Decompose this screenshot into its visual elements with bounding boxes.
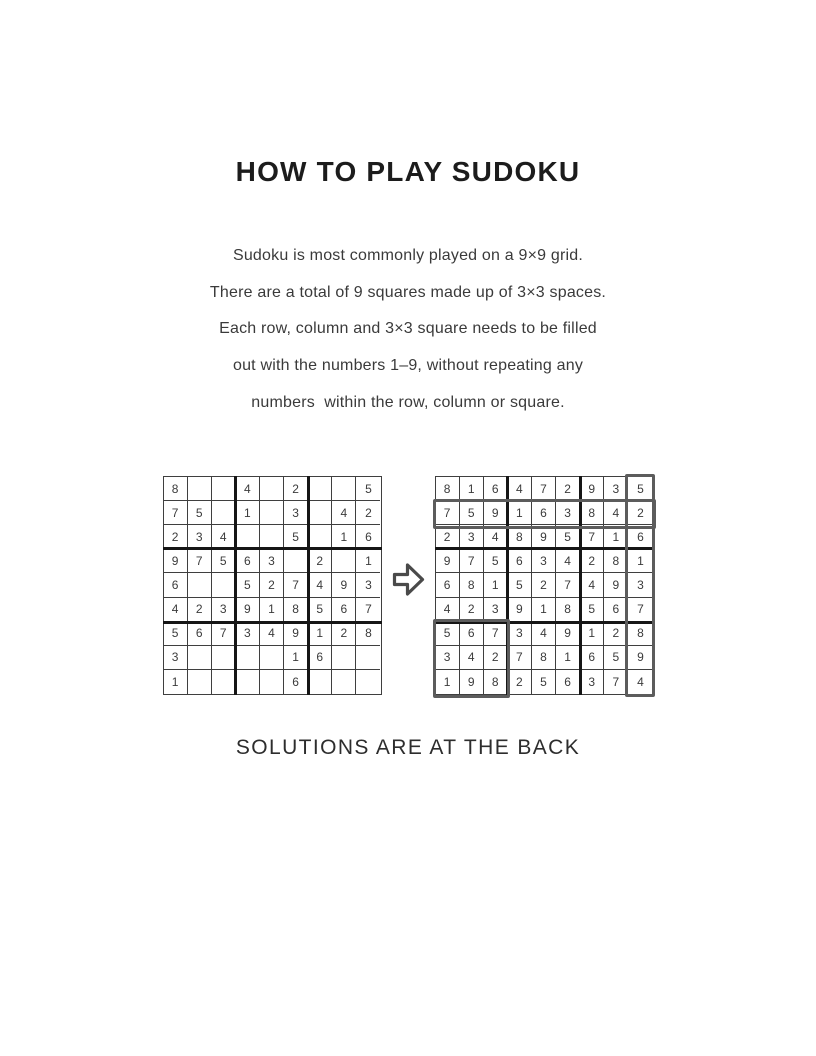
- box-divider-vertical-1: [506, 476, 509, 695]
- sudoku-cell-r8c6: 1: [556, 646, 580, 670]
- right-arrow-icon: [392, 561, 425, 598]
- sudoku-cell-r3c5: 9: [532, 525, 556, 549]
- sudoku-cell-r2c8: 4: [332, 501, 356, 525]
- sudoku-cell-r7c9: 8: [356, 622, 380, 646]
- sudoku-cell-r7c1: 5: [164, 622, 188, 646]
- sudoku-cell-r3c7: [308, 525, 332, 549]
- sudoku-cell-r7c6: 9: [284, 622, 308, 646]
- sudoku-cell-r6c5: 1: [260, 598, 284, 622]
- sudoku-cell-r6c8: 6: [332, 598, 356, 622]
- footer-note: SOLUTIONS ARE AT THE BACK: [235, 736, 581, 759]
- sudoku-cell-r2c4: 1: [236, 501, 260, 525]
- sudoku-cell-r6c1: 4: [436, 598, 460, 622]
- sudoku-cell-r2c9: 2: [628, 501, 652, 525]
- sudoku-cell-r9c3: [212, 670, 236, 694]
- sudoku-cell-r6c7: 5: [308, 598, 332, 622]
- sudoku-cell-r4c2: 7: [460, 549, 484, 573]
- sudoku-cell-r5c8: 9: [604, 573, 628, 597]
- sudoku-cell-r6c1: 4: [164, 598, 188, 622]
- sudoku-diagrams: [0, 476, 816, 695]
- sudoku-cell-r7c3: 7: [484, 622, 508, 646]
- sudoku-cell-r6c2: 2: [460, 598, 484, 622]
- sudoku-grid-unsolved: [163, 476, 382, 695]
- sudoku-cell-r7c5: 4: [260, 622, 284, 646]
- sudoku-cell-r5c9: 3: [356, 573, 380, 597]
- sudoku-cell-r8c8: 5: [604, 646, 628, 670]
- sudoku-cell-r5c4: 5: [236, 573, 260, 597]
- sudoku-cell-r2c5: 6: [532, 501, 556, 525]
- sudoku-cell-r3c1: 2: [164, 525, 188, 549]
- box-divider-vertical-2: [579, 476, 582, 695]
- sudoku-cell-r2c3: [212, 501, 236, 525]
- sudoku-cell-r3c2: 3: [188, 525, 212, 549]
- sudoku-cell-r6c5: 1: [532, 598, 556, 622]
- sudoku-cell-r3c2: 3: [460, 525, 484, 549]
- sudoku-cell-r7c7: 1: [580, 622, 604, 646]
- sudoku-cell-r9c5: 5: [532, 670, 556, 694]
- sudoku-cell-r4c7: 2: [580, 549, 604, 573]
- sudoku-cell-r8c1: 3: [436, 646, 460, 670]
- sudoku-cell-r6c6: 8: [556, 598, 580, 622]
- sudoku-cell-r6c8: 6: [604, 598, 628, 622]
- sudoku-cell-r6c4: 9: [508, 598, 532, 622]
- sudoku-cell-r4c7: 2: [308, 549, 332, 573]
- sudoku-cell-r7c4: 3: [236, 622, 260, 646]
- sudoku-cell-r1c2: 1: [460, 477, 484, 501]
- sudoku-cell-r8c8: [332, 646, 356, 670]
- box-divider-horizontal-1: [163, 547, 382, 550]
- sudoku-cell-r1c8: [332, 477, 356, 501]
- sudoku-cell-r4c8: [332, 549, 356, 573]
- intro-line-2: There are a total of 9 squares made up of 3×3 spaces.: [209, 283, 607, 301]
- sudoku-cell-r7c7: 1: [308, 622, 332, 646]
- sudoku-cell-r1c1: 8: [436, 477, 460, 501]
- sudoku-cell-r9c5: [260, 670, 284, 694]
- sudoku-cell-r5c5: 2: [260, 573, 284, 597]
- sudoku-cell-r8c2: 4: [460, 646, 484, 670]
- sudoku-cell-r5c9: 3: [628, 573, 652, 597]
- sudoku-cell-r4c8: 8: [604, 549, 628, 573]
- sudoku-cell-r3c8: 1: [332, 525, 356, 549]
- sudoku-cell-r1c6: 2: [556, 477, 580, 501]
- sudoku-cell-r2c6: 3: [556, 501, 580, 525]
- sudoku-cell-r4c9: 1: [628, 549, 652, 573]
- sudoku-cell-r4c2: 7: [188, 549, 212, 573]
- sudoku-cell-r2c7: 8: [580, 501, 604, 525]
- sudoku-cell-r9c1: 1: [164, 670, 188, 694]
- sudoku-cell-r7c2: 6: [460, 622, 484, 646]
- sudoku-cell-r5c8: 9: [332, 573, 356, 597]
- sudoku-cell-r2c2: 5: [460, 501, 484, 525]
- sudoku-cell-r7c8: 2: [604, 622, 628, 646]
- sudoku-cell-r1c9: 5: [628, 477, 652, 501]
- sudoku-cell-r7c1: 5: [436, 622, 460, 646]
- sudoku-cell-r4c6: [284, 549, 308, 573]
- sudoku-cell-r8c4: [236, 646, 260, 670]
- sudoku-cell-r9c6: 6: [284, 670, 308, 694]
- sudoku-cell-r3c3: 4: [212, 525, 236, 549]
- sudoku-cell-r7c8: 2: [332, 622, 356, 646]
- sudoku-cell-r9c4: [236, 670, 260, 694]
- sudoku-cell-r1c5: [260, 477, 284, 501]
- sudoku-cell-r1c4: 4: [508, 477, 532, 501]
- sudoku-cell-r6c7: 5: [580, 598, 604, 622]
- sudoku-cell-r7c3: 7: [212, 622, 236, 646]
- intro-line-5: numbers within the row, column or square.: [251, 393, 565, 411]
- sudoku-cell-r8c9: 9: [628, 646, 652, 670]
- sudoku-cell-r9c4: 2: [508, 670, 532, 694]
- sudoku-cell-r4c6: 4: [556, 549, 580, 573]
- box-divider-horizontal-2: [163, 621, 382, 624]
- sudoku-cell-r2c6: 3: [284, 501, 308, 525]
- sudoku-cell-r2c1: 7: [164, 501, 188, 525]
- sudoku-cell-r1c9: 5: [356, 477, 380, 501]
- sudoku-cell-r8c7: 6: [580, 646, 604, 670]
- intro-line-4: out with the numbers 1–9, without repeating any: [232, 357, 584, 375]
- sudoku-cell-r4c5: 3: [260, 549, 284, 573]
- sudoku-cell-r8c7: 6: [308, 646, 332, 670]
- sudoku-cell-r3c8: 1: [604, 525, 628, 549]
- sudoku-cell-r4c1: 9: [164, 549, 188, 573]
- sudoku-cell-r6c4: 9: [236, 598, 260, 622]
- sudoku-cell-r4c3: 5: [212, 549, 236, 573]
- sudoku-cell-r8c5: 8: [532, 646, 556, 670]
- sudoku-cell-r5c7: 4: [580, 573, 604, 597]
- sudoku-cell-r5c2: [188, 573, 212, 597]
- sudoku-cell-r1c6: 2: [284, 477, 308, 501]
- unsolved-grid-cells: [163, 476, 382, 695]
- box-divider-horizontal-2: [435, 621, 654, 624]
- sudoku-cell-r9c1: 1: [436, 670, 460, 694]
- sudoku-cell-r6c3: 3: [212, 598, 236, 622]
- sudoku-cell-r3c1: 2: [436, 525, 460, 549]
- sudoku-cell-r1c1: 8: [164, 477, 188, 501]
- sudoku-cell-r8c6: 1: [284, 646, 308, 670]
- sudoku-cell-r2c3: 9: [484, 501, 508, 525]
- sudoku-cell-r9c2: 9: [460, 670, 484, 694]
- sudoku-cell-r5c6: 7: [556, 573, 580, 597]
- sudoku-cell-r3c9: 6: [356, 525, 380, 549]
- sudoku-cell-r5c7: 4: [308, 573, 332, 597]
- arrow-container: [382, 476, 435, 598]
- sudoku-cell-r9c7: [308, 670, 332, 694]
- sudoku-cell-r2c5: [260, 501, 284, 525]
- intro-line-3: Each row, column and 3×3 square needs to be filled: [219, 320, 597, 338]
- sudoku-cell-r2c7: [308, 501, 332, 525]
- sudoku-cell-r7c2: 6: [188, 622, 212, 646]
- sudoku-cell-r6c6: 8: [284, 598, 308, 622]
- sudoku-cell-r3c6: 5: [556, 525, 580, 549]
- sudoku-cell-r8c9: [356, 646, 380, 670]
- sudoku-cell-r6c9: 7: [356, 598, 380, 622]
- sudoku-cell-r4c4: 6: [236, 549, 260, 573]
- sudoku-cell-r7c4: 3: [508, 622, 532, 646]
- sudoku-cell-r5c3: 1: [484, 573, 508, 597]
- sudoku-cell-r9c2: [188, 670, 212, 694]
- sudoku-cell-r3c9: 6: [628, 525, 652, 549]
- sudoku-cell-r9c9: 4: [637, 674, 644, 689]
- sudoku-cell-r5c4: 5: [508, 573, 532, 597]
- box-divider-vertical-1: [234, 476, 237, 695]
- sudoku-cell-r5c3: [212, 573, 236, 597]
- sudoku-cell-r9c8: 7: [604, 670, 628, 694]
- sudoku-cell-r8c4: 7: [508, 646, 532, 670]
- sudoku-cell-r1c3: [212, 477, 236, 501]
- sudoku-cell-r1c7: [308, 477, 332, 501]
- sudoku-cell-r3c4: [236, 525, 260, 549]
- sudoku-cell-r9c8: [332, 670, 356, 694]
- sudoku-cell-r4c1: 9: [436, 549, 460, 573]
- sudoku-cell-r5c5: 2: [532, 573, 556, 597]
- sudoku-cell-r2c4: 1: [508, 501, 532, 525]
- sudoku-cell-r9c9: [356, 670, 380, 694]
- sudoku-cell-r1c5: 7: [532, 477, 556, 501]
- sudoku-cell-r5c1: 6: [436, 573, 460, 597]
- page-title: HOW TO PLAY SUDOKU: [235, 156, 581, 187]
- sudoku-cell-r2c1: 7: [436, 501, 460, 525]
- intro-text: [0, 238, 816, 422]
- sudoku-cell-r6c3: 3: [484, 598, 508, 622]
- sudoku-cell-r4c4: 6: [508, 549, 532, 573]
- sudoku-cell-r6c9: 7: [628, 598, 652, 622]
- sudoku-cell-r1c7: 9: [580, 477, 604, 501]
- sudoku-cell-r1c2: [188, 477, 212, 501]
- sudoku-cell-r4c3: 5: [484, 549, 508, 573]
- sudoku-cell-r9c3: 8: [484, 670, 508, 694]
- sudoku-cell-r2c9: 2: [356, 501, 380, 525]
- sudoku-cell-r3c6: 5: [284, 525, 308, 549]
- sudoku-cell-r8c3: [212, 646, 236, 670]
- sudoku-cell-r7c6: 9: [556, 622, 580, 646]
- sudoku-cell-r2c8: 4: [604, 501, 628, 525]
- sudoku-cell-r7c9: 8: [628, 622, 652, 646]
- sudoku-cell-r8c5: [260, 646, 284, 670]
- sudoku-cell-r9c6: 6: [556, 670, 580, 694]
- sudoku-cell-r8c2: [188, 646, 212, 670]
- intro-line-1: Sudoku is most commonly played on a 9×9 grid.: [232, 247, 584, 264]
- sudoku-cell-r1c8: 3: [604, 477, 628, 501]
- sudoku-cell-r1c3: 6: [484, 477, 508, 501]
- solved-grid-cells: [435, 476, 654, 695]
- sudoku-cell-r8c3: 2: [484, 646, 508, 670]
- sudoku-cell-r3c5: [260, 525, 284, 549]
- box-divider-vertical-2: [307, 476, 310, 695]
- sudoku-cell-r3c3: 4: [484, 525, 508, 549]
- sudoku-cell-r1c4: 4: [236, 477, 260, 501]
- box-divider-horizontal-1: [435, 547, 654, 550]
- sudoku-cell-r4c9: 1: [356, 549, 380, 573]
- sudoku-cell-r4c5: 3: [532, 549, 556, 573]
- sudoku-cell-r9c7: 3: [580, 670, 604, 694]
- sudoku-cell-r3c4: 8: [508, 525, 532, 549]
- sudoku-cell-r2c2: 5: [188, 501, 212, 525]
- sudoku-cell-r5c2: 8: [460, 573, 484, 597]
- sudoku-cell-r5c1: 6: [164, 573, 188, 597]
- sudoku-cell-r7c5: 4: [532, 622, 556, 646]
- sudoku-cell-r6c2: 2: [188, 598, 212, 622]
- sudoku-cell-r8c1: 3: [164, 646, 188, 670]
- sudoku-grid-solved: [435, 476, 654, 695]
- sudoku-cell-r5c6: 7: [284, 573, 308, 597]
- sudoku-cell-r3c7: 7: [580, 525, 604, 549]
